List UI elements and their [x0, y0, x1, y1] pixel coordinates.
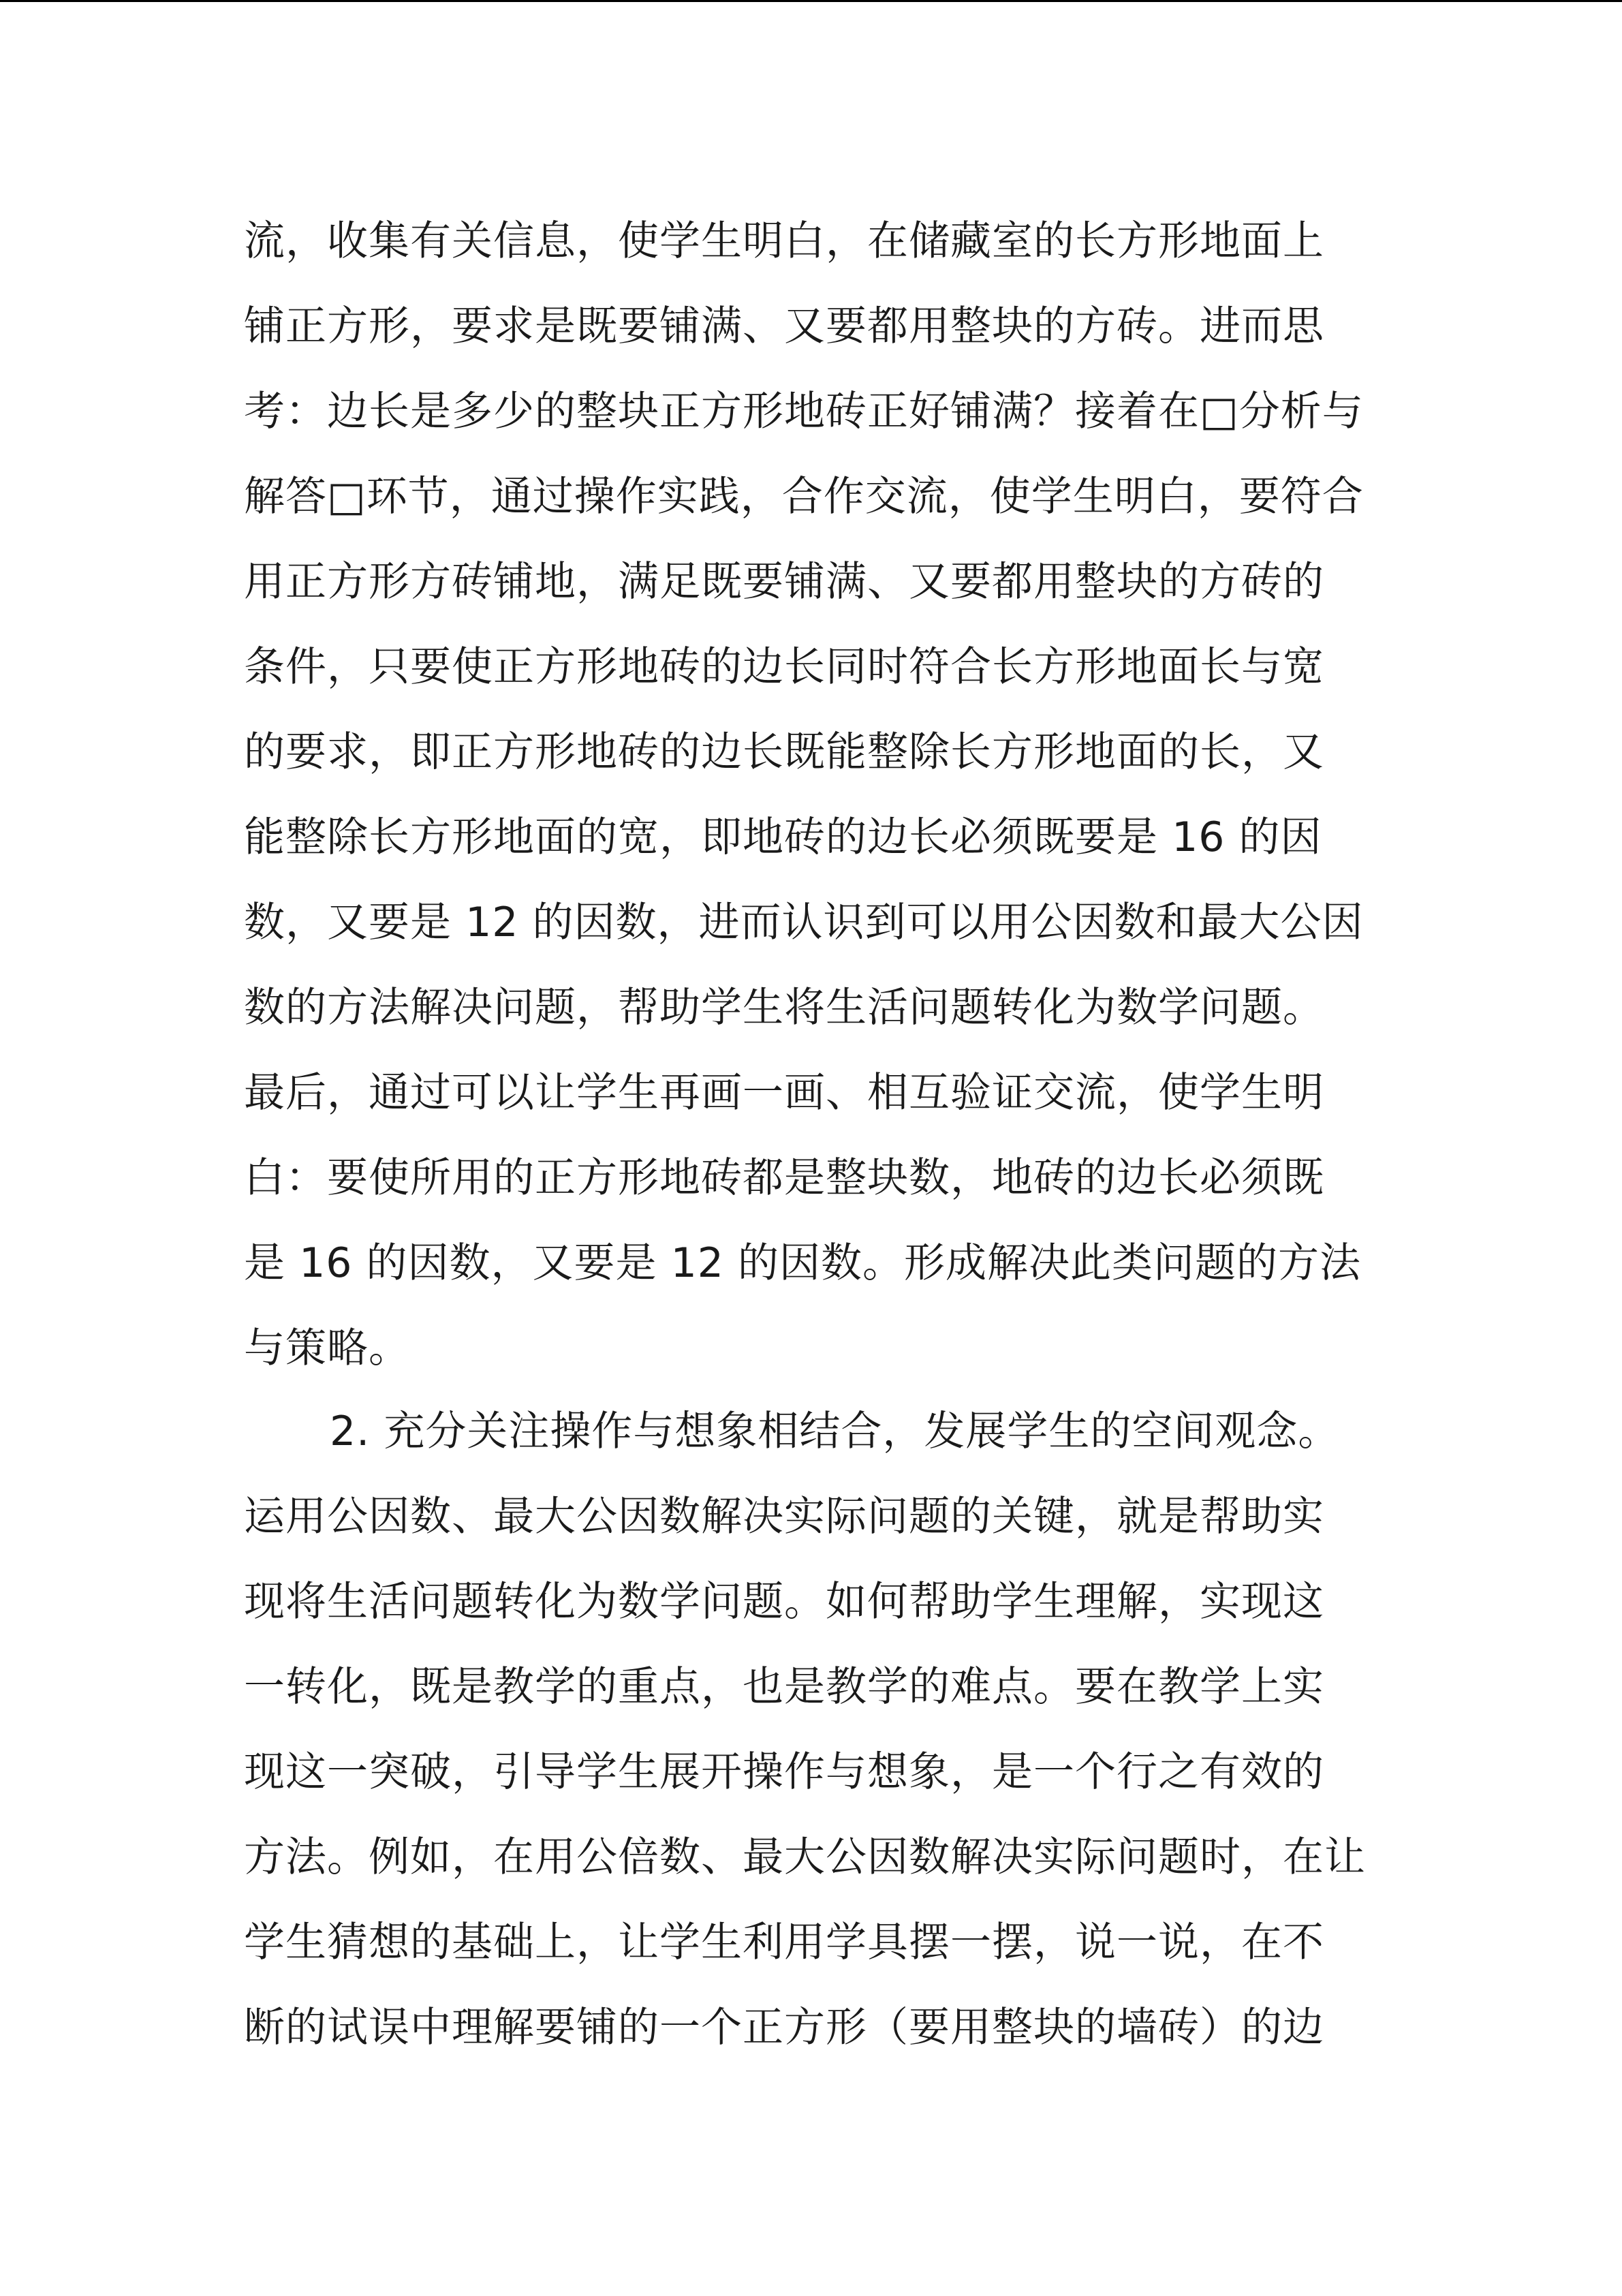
text-line: 的要求，即正方形地砖的边长既能整除长方形地面的长，又 — [244, 728, 1324, 776]
text-line: 最后，通过可以让学生再画一画、相互验证交流，使学生明 — [244, 1069, 1324, 1117]
text-line: 学生猜想的基础上，让学生利用学具摆一摆，说一说，在不 — [244, 1919, 1324, 1966]
text-line: 考：边长是多少的整块正方形地砖正好铺满？接着在□分析与 — [244, 388, 1364, 435]
text-line: 白：要使所用的正方形地砖都是整块数，地砖的边长必须既 — [244, 1154, 1324, 1202]
text-line: 条件，只要使正方形地砖的边长同时符合长方形地面长与宽 — [244, 643, 1324, 691]
text-line: 与策略。 — [244, 1324, 410, 1372]
text-line: 断的试误中理解要铺的一个正方形（要用整块的墙砖）的边 — [244, 2004, 1324, 2051]
text-line: 铺正方形，要求是既要铺满、又要都用整块的方砖。进而思 — [244, 302, 1324, 350]
text-line: 能整除长方形地面的宽，即地砖的边长必须既要是 16 的因 — [244, 813, 1322, 861]
text-line: 现将生活问题转化为数学问题。如何帮助学生理解，实现这 — [244, 1578, 1324, 1626]
text-line: 数，又要是 12 的因数，进而认识到可以用公因数和最大公因 — [244, 899, 1364, 946]
text-line: 解答□环节，通过操作实践，合作交流，使学生明白，要符合 — [244, 473, 1364, 521]
text-line: 运用公因数、最大公因数解决实际问题的关键，就是帮助实 — [244, 1493, 1324, 1540]
text-line: 一转化，既是教学的重点，也是教学的难点。要在教学上实 — [244, 1663, 1324, 1711]
text-line: 流，收集有关信息，使学生明白，在储藏室的长方形地面上 — [244, 217, 1324, 265]
text-line: 现这一突破，引导学生展开操作与想象，是一个行之有效的 — [244, 1748, 1324, 1796]
text-line: 方法。例如，在用公倍数、最大公因数解决实际问题时，在让 — [244, 1833, 1366, 1881]
document-page — [0, 2, 1622, 2296]
text-line: 是 16 的因数，又要是 12 的因数。形成解决此类问题的方法 — [244, 1239, 1361, 1287]
section-heading: 2. 充分关注操作与想象相结合，发展学生的空间观念。 — [330, 1408, 1340, 1455]
text-line: 用正方形方砖铺地，满足既要铺满、又要都用整块的方砖的 — [244, 558, 1324, 606]
text-line: 数的方法解决问题，帮助学生将生活问题转化为数学问题。 — [244, 984, 1324, 1031]
